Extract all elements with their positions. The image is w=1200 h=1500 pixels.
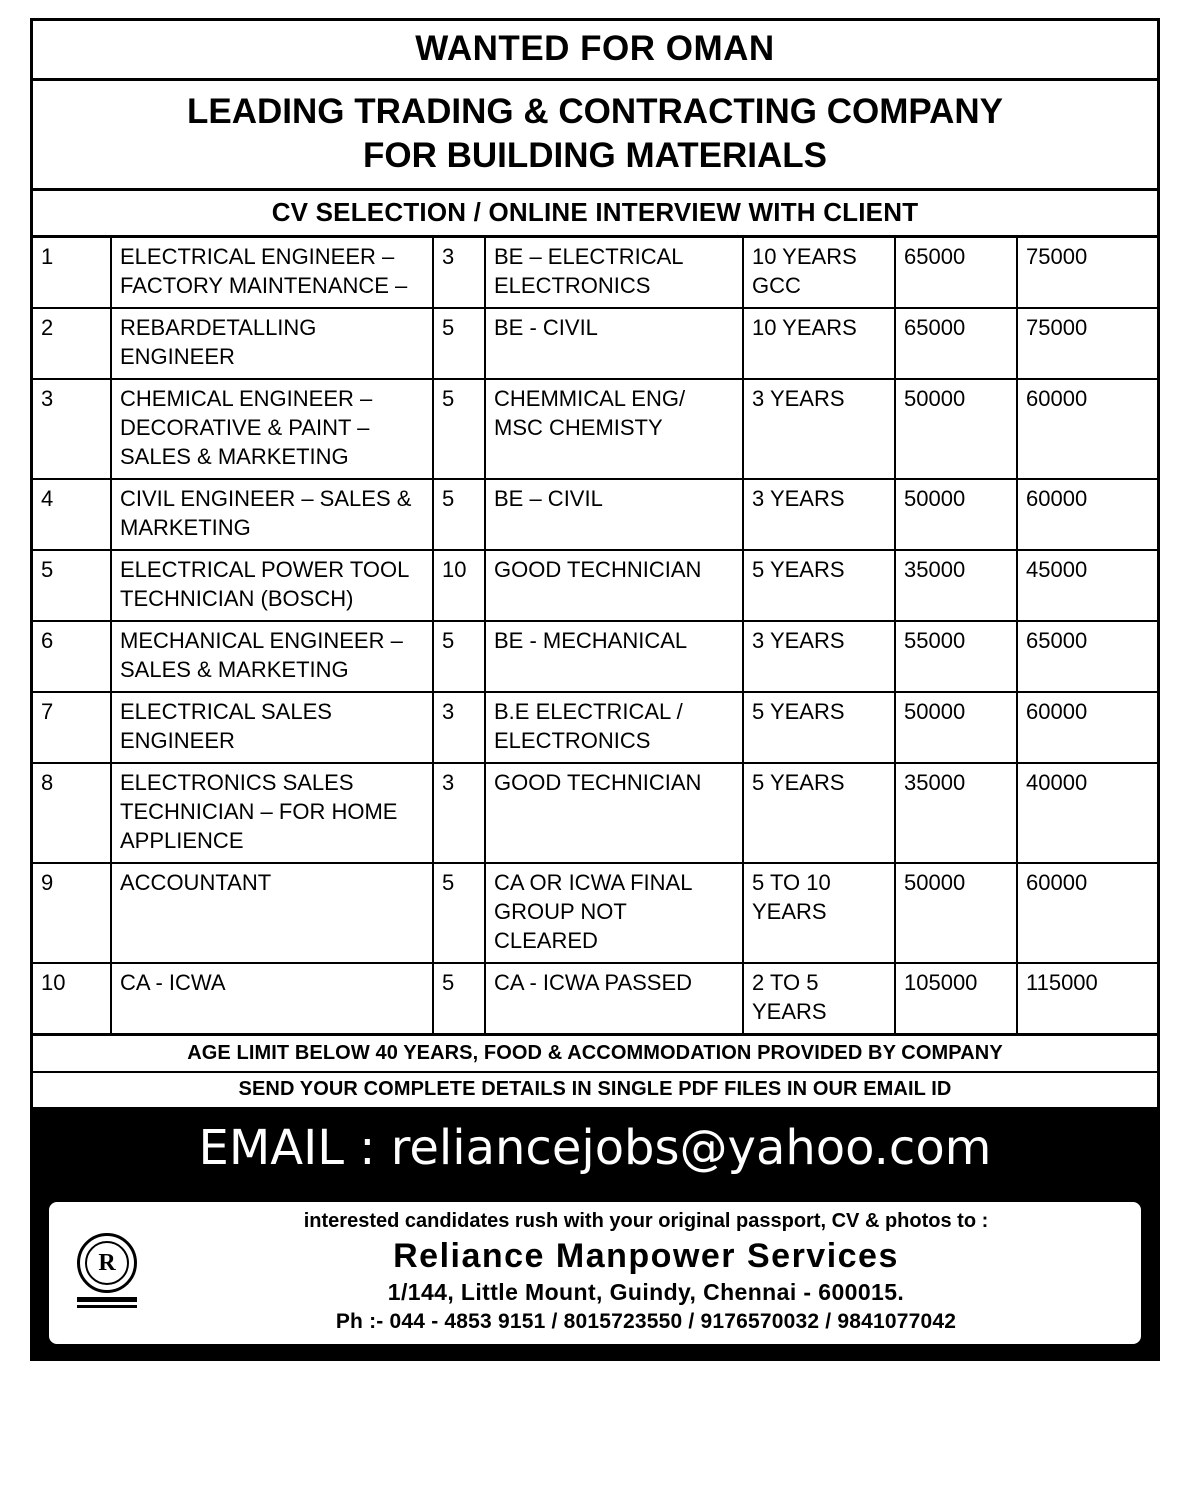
footer-block <box>33 1190 1157 1358</box>
row-experience: 5 YEARS <box>743 550 895 621</box>
row-post: REBARDETALLING ENGINEER <box>111 308 433 379</box>
table-row <box>33 963 1157 1033</box>
row-post: CIVIL ENGINEER – SALES & MARKETING <box>111 479 433 550</box>
row-salary-max: 75000 <box>1017 238 1157 308</box>
agency-phone[interactable]: Ph :- 044 - 4853 9151 / 8015723550 / 9176570032 / 9841077042 <box>335 1310 957 1334</box>
table-row <box>33 238 1157 308</box>
row-salary-max: 65000 <box>1017 621 1157 692</box>
row-salary-min: 35000 <box>895 550 1017 621</box>
row-experience: 3 YEARS <box>743 621 895 692</box>
row-serial: 8 <box>33 763 111 863</box>
row-serial: 6 <box>33 621 111 692</box>
row-salary-min: 65000 <box>895 308 1017 379</box>
row-qualification: GOOD TECHNICIAN <box>485 763 743 863</box>
row-salary-min: 50000 <box>895 479 1017 550</box>
company-headline-line2: FOR BUILDING MATERIALS <box>362 135 828 175</box>
row-salary-min: 50000 <box>895 379 1017 479</box>
row-salary-min: 50000 <box>895 692 1017 763</box>
row-experience: 3 YEARS <box>743 379 895 479</box>
row-experience: 10 YEARS GCC <box>743 238 895 308</box>
row-salary-max: 40000 <box>1017 763 1157 863</box>
footer-text <box>161 1210 1131 1334</box>
agency-address: 1/144, Little Mount, Guindy, Chennai - 600015. <box>387 1279 905 1306</box>
row-serial: 9 <box>33 863 111 963</box>
logo-circle-icon <box>77 1233 137 1293</box>
row-serial: 7 <box>33 692 111 763</box>
row-serial: 3 <box>33 379 111 479</box>
row-salary-min: 55000 <box>895 621 1017 692</box>
row-quantity: 3 <box>433 692 485 763</box>
row-post: CHEMICAL ENGINEER – DECORATIVE & PAINT – SALES & MARKETING <box>111 379 433 479</box>
table-row <box>33 621 1157 692</box>
agency-logo <box>59 1233 161 1311</box>
row-experience: 5 YEARS <box>743 763 895 863</box>
row-quantity: 5 <box>433 963 485 1033</box>
row-salary-max: 60000 <box>1017 863 1157 963</box>
row-salary-min: 65000 <box>895 238 1017 308</box>
selection-mode-line: CV SELECTION / ONLINE INTERVIEW WITH CLIENT <box>33 191 1157 238</box>
row-salary-max: 115000 <box>1026 970 1098 996</box>
agency-name: Reliance Manpower Services <box>393 1237 899 1276</box>
row-post: ACCOUNTANT <box>111 863 433 963</box>
job-advertisement <box>30 18 1160 1361</box>
row-quantity: 3 <box>433 763 485 863</box>
table-row <box>33 308 1157 379</box>
vacancy-table <box>33 238 1157 1034</box>
row-quantity: 5 <box>433 308 485 379</box>
row-serial: 2 <box>33 308 111 379</box>
footer-panel <box>47 1200 1143 1346</box>
row-experience: 5 TO 10 YEARS <box>743 863 895 963</box>
age-limit-note: AGE LIMIT BELOW 40 YEARS, FOOD & ACCOMMODATION PROVIDED BY COMPANY <box>33 1033 1157 1071</box>
rush-instruction: interested candidates rush with your original passport, CV & photos to : <box>303 1210 989 1233</box>
row-post: ELECTRONICS SALES TECHNICIAN – FOR HOME APPLIENCE <box>111 763 433 863</box>
row-experience: 3 YEARS <box>743 479 895 550</box>
vacancy-table-body <box>33 238 1157 1034</box>
row-quantity: 5 <box>433 379 485 479</box>
logo-bars-icon <box>59 1297 155 1308</box>
company-headline <box>33 81 1157 191</box>
row-post: ELECTRICAL SALES ENGINEER <box>111 692 433 763</box>
row-quantity: 5 <box>433 479 485 550</box>
row-qualification: GOOD TECHNICIAN <box>485 550 743 621</box>
row-salary-min: 35000 <box>895 763 1017 863</box>
company-headline-line1: LEADING TRADING & CONTRACTING COMPANY <box>187 92 1003 131</box>
row-salary-max: 60000 <box>1017 692 1157 763</box>
row-quantity: 5 <box>433 863 485 963</box>
row-qualification: BE - CIVIL <box>485 308 743 379</box>
row-salary-min: 105000 <box>895 963 1017 1033</box>
row-salary-max: 75000 <box>1017 308 1157 379</box>
email-bar[interactable]: EMAIL : reliancejobs@yahoo.com <box>33 1107 1157 1190</box>
row-salary-max: 60000 <box>1017 479 1157 550</box>
row-quantity: 5 <box>433 621 485 692</box>
row-post: ELECTRICAL POWER TOOL TECHNICIAN (BOSCH) <box>111 550 433 621</box>
row-experience: 5 YEARS <box>743 692 895 763</box>
table-row <box>33 863 1157 963</box>
row-salary-max: 60000 <box>1017 379 1157 479</box>
row-quantity: 10 <box>433 550 485 621</box>
row-serial: 5 <box>33 550 111 621</box>
table-row <box>33 550 1157 621</box>
row-qualification: BE – ELECTRICAL ELECTRONICS <box>485 238 743 308</box>
row-qualification: CA - ICWA PASSED <box>485 963 743 1033</box>
logo-letter: R <box>85 1241 129 1285</box>
row-qualification: BE – CIVIL <box>485 479 743 550</box>
row-qualification: BE - MECHANICAL <box>485 621 743 692</box>
send-details-note: SEND YOUR COMPLETE DETAILS IN SINGLE PDF FILES IN OUR EMAIL ID <box>33 1071 1157 1107</box>
headline-wanted-for-oman: WANTED FOR OMAN <box>33 21 1157 81</box>
row-qualification: CA OR ICWA FINAL GROUP NOT CLEARED <box>485 863 743 963</box>
row-salary-max: 45000 <box>1017 550 1157 621</box>
row-serial: 1 <box>33 238 111 308</box>
row-post: ELECTRICAL ENGINEER – FACTORY MAINTENANCE – <box>111 238 433 308</box>
row-experience: 10 YEARS <box>743 308 895 379</box>
row-experience: 2 TO 5 YEARS <box>743 963 895 1033</box>
table-row <box>33 379 1157 479</box>
row-qualification: CHEMMICAL ENG/ MSC CHEMISTY <box>485 379 743 479</box>
row-post: CA - ICWA <box>111 963 433 1033</box>
table-row <box>33 692 1157 763</box>
row-serial: 4 <box>33 479 111 550</box>
row-post: MECHANICAL ENGINEER – SALES & MARKETING <box>111 621 433 692</box>
row-salary-min: 50000 <box>895 863 1017 963</box>
table-row <box>33 763 1157 863</box>
table-row <box>33 479 1157 550</box>
row-serial: 10 <box>33 963 111 1033</box>
row-quantity: 3 <box>433 238 485 308</box>
row-qualification: B.E ELECTRICAL / ELECTRONICS <box>485 692 743 763</box>
